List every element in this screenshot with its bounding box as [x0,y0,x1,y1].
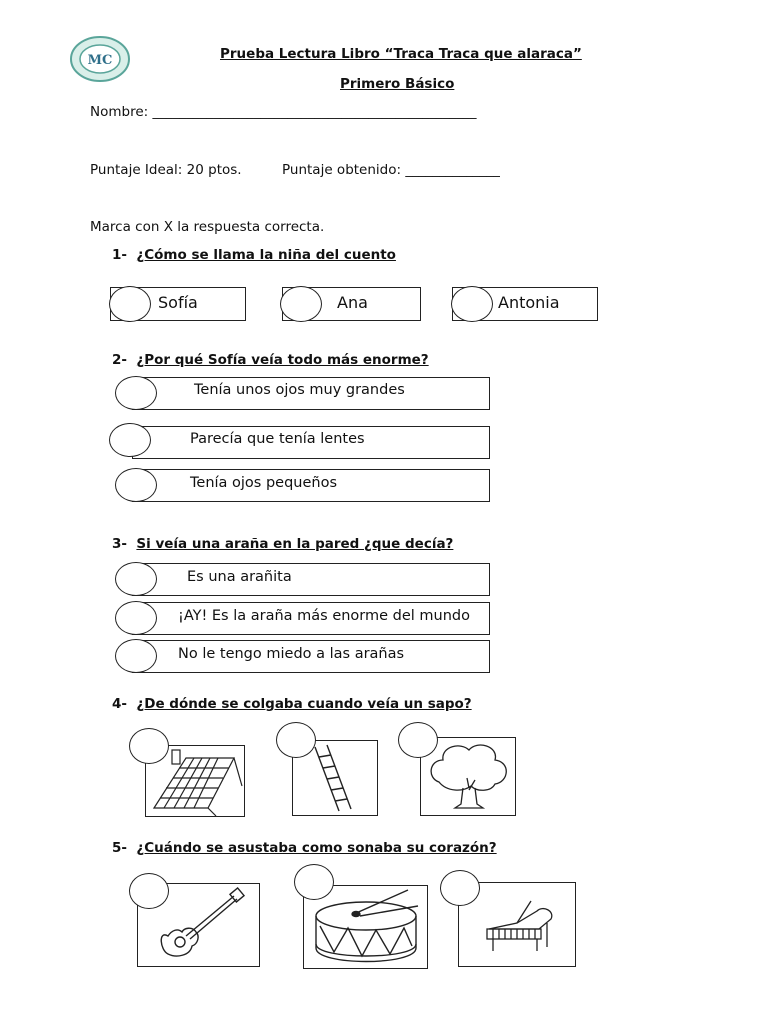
obtained-blank[interactable]: ______________ [405,162,500,178]
svg-text:MC: MC [87,53,113,68]
question-3: 3- Si veía una araña en la pared ¿que decía? [112,536,454,552]
question-2: 2- ¿Por qué Sofía veía todo más enorme? [112,352,429,368]
q5-option-2-circle[interactable] [294,864,334,900]
obtained-label: Puntaje obtenido: [282,162,406,178]
tree-icon [421,738,517,817]
instruction: Marca con X la respuesta correcta. [90,219,325,235]
q3-option-2-circle[interactable] [115,601,157,635]
name-blank[interactable]: ________________________________________________ [152,104,477,120]
q1-option-3-circle[interactable] [451,286,493,322]
drum-icon [304,886,429,970]
q3-option-1-circle[interactable] [115,562,157,596]
q1-option-1-circle[interactable] [109,286,151,322]
q2-option-1-circle[interactable] [115,376,157,410]
question-1: 1- ¿Cómo se llama la niña del cuento [112,247,396,263]
question-4: 4- ¿De dónde se colgaba cuando veía un sapo? [112,696,472,712]
obtained-score-field[interactable] [282,162,500,178]
q2-option-3-circle[interactable] [115,468,157,502]
q5-option-1-circle[interactable] [129,873,169,909]
q3-option-3-circle[interactable] [115,639,157,673]
name-field[interactable] [90,104,476,120]
grade-subtitle: Primero Básico [340,76,455,92]
q5-option-3-circle[interactable] [440,870,480,906]
q1-option-2-circle[interactable] [280,286,322,322]
q2-option-2-circle[interactable] [109,423,151,457]
q4-option-1-circle[interactable] [129,728,169,764]
test-title: Prueba Lectura Libro “Traca Traca que alaraca” [220,46,582,62]
school-logo [70,36,130,82]
q4-option-3-circle[interactable] [398,722,438,758]
question-5: 5- ¿Cuándo se asustaba como sonaba su corazón? [112,840,497,856]
q4-option-2-circle[interactable] [276,722,316,758]
name-label: Nombre: [90,104,153,120]
ideal-score: Puntaje Ideal: 20 ptos. [90,162,242,178]
